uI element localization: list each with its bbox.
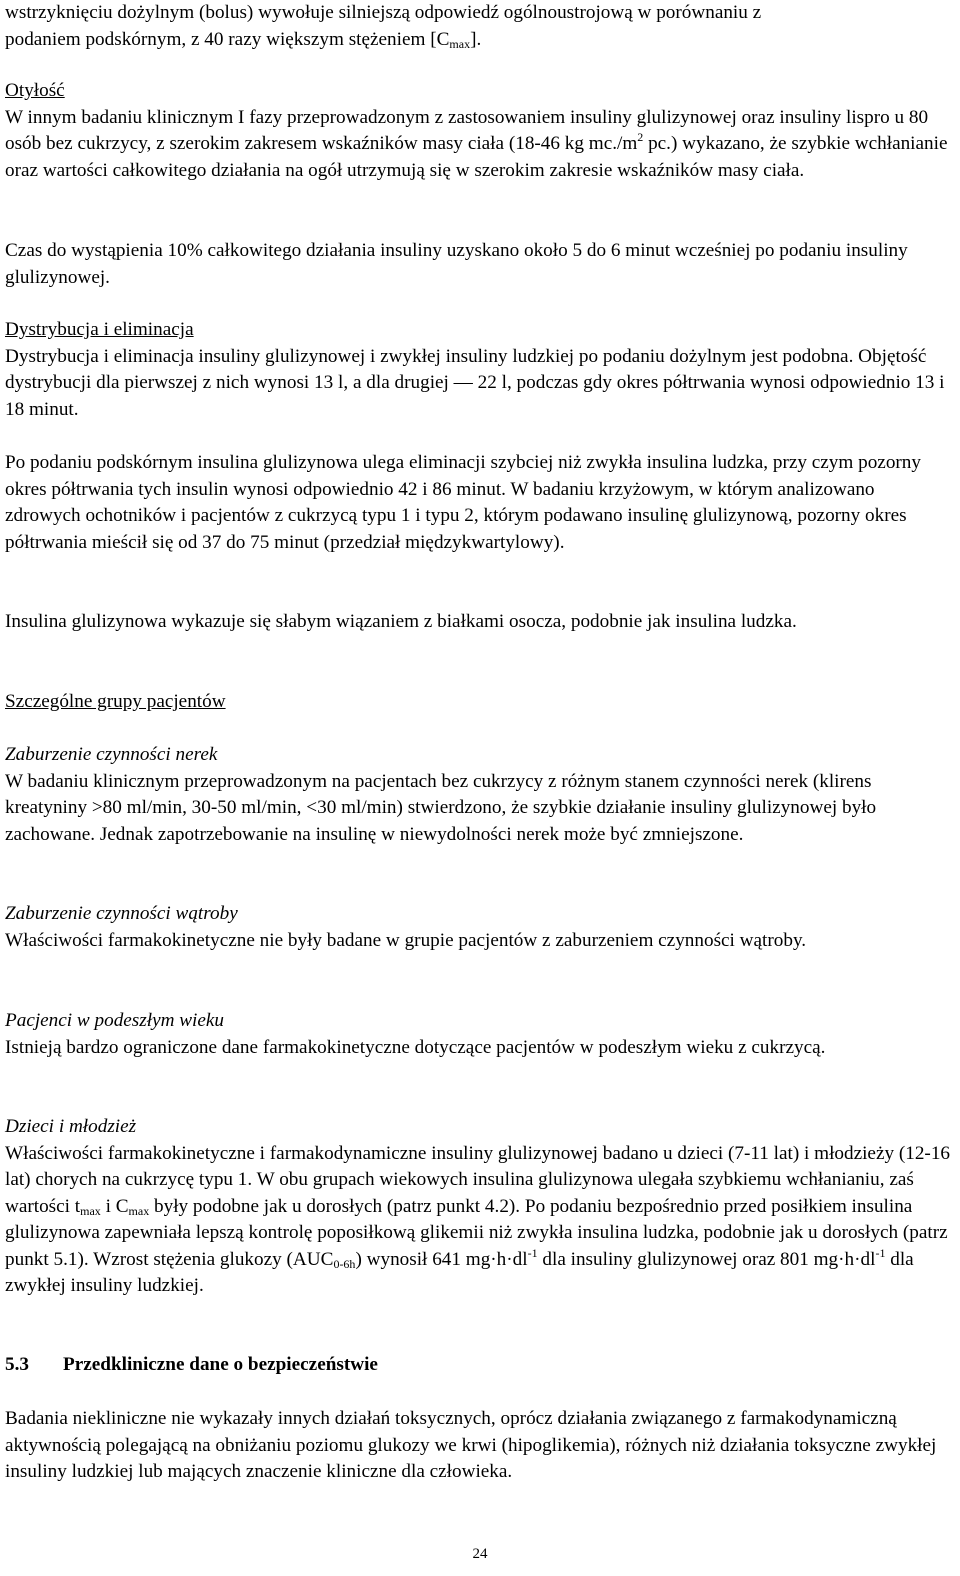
elderly-section (5, 1008, 950, 1061)
section-heading (5, 1352, 378, 1379)
hepatic-section (5, 901, 950, 954)
preclinical-paragraph: Badania niekliniczne nie wykazały innych działań toksycznych, oprócz działania związanego z farmakodynamiczną aktywnością polegającą na obniżaniu poziomu glukozy we krwi (hipoglikemia), różnych niż działania toksyczne zwykłej insuliny ludzkiej lub mających znaczenie kliniczne dla człowieka. (5, 1408, 937, 1482)
special-groups-heading: Szczególne grupy pacjentów (5, 691, 226, 712)
hepatic-paragraph: Właściwości farmakokinetyczne nie były badane w grupie pacjentów z zaburzeniem czynności wątroby. (5, 929, 807, 951)
obesity-heading: Otyłość (5, 80, 65, 101)
hepatic-heading: Zaburzenie czynności wątroby (5, 903, 238, 924)
elimination-paragraph: Po podaniu podskórnym insulina glulizynowa ulega eliminacji szybciej niż zwykła insulina ludzka, przy czym pozorny okres półtrwania tych insulin wynosi odpowiednio 42 i 86 minut. W badaniu krzyżowym, w którym analizowano zdrowych ochotników i pacjentów z cukrzycą typu 1 i typu 2, którym podawano insulinę glulizynową, pozorny okres półtrwania mieścił się od 37 do 75 minut (przedział międzykwartylowy). (5, 452, 921, 553)
elderly-heading: Pacjenci w podeszłym wieku (5, 1010, 224, 1031)
distribution-section (5, 317, 950, 423)
section-number: 5.3 (5, 1354, 29, 1375)
renal-heading: Zaburzenie czynności nerek (5, 744, 218, 765)
distribution-heading: Dystrybucja i eliminacja (5, 319, 194, 340)
elderly-paragraph: Istnieją bardzo ograniczone dane farmakokinetyczne dotyczące pacjentów w podeszłym wieku z cukrzycą. (5, 1036, 826, 1058)
binding-paragraph: Insulina glulizynowa wykazuje się słabym wiązaniem z białkami osocza, podobnie jak insulina ludzka. (5, 611, 797, 632)
obesity-section (5, 78, 950, 184)
onset-paragraph: Czas do wystąpienia 10% całkowitego działania insuliny uzyskano około 5 do 6 minut wcześniej po podaniu insuliny glulizynowej. (5, 240, 908, 288)
children-heading: Dzieci i młodzież (5, 1116, 137, 1137)
children-section (5, 1114, 955, 1300)
page-number: 24 (472, 1546, 488, 1562)
section-title: Przedkliniczne dane o bezpieczeństwie (63, 1354, 378, 1375)
children-paragraph: Właściwości farmakokinetyczne i farmakodynamiczne insuliny glulizynowej badano u dzieci (7-11 lat) i młodzieży (12-16 lat) chorych na cukrzycę typu 1. W obu grupach wiekowych insulina glulizynowa ulegała szybkiemu wchłanianiu, zaś wartości $t_{max}$ i $C_{max}$ były podobne jak u dorosłych (patrz punkt 4.2). Po podaniu bezpośrednio przed posiłkiem insulina glulizynowa zapewniała lepszą kontrolę poposiłkową glikemii niż zwykła insulina ludzka, podobnie jak u dorosłych (patrz punkt 5.1). Wzrost stężenia glukozy $(AUC_{0-6h})$ wynosił 641 $mg\cdot h\cdot dl^{-1}$ dla insuliny glulizynowej oraz 801 $mg\cdot h\cdot dl^{-1}$ dla zwykłej insuliny ludzkiej. (5, 1142, 951, 1296)
renal-section (5, 742, 950, 848)
distribution-paragraph: Dystrybucja i eliminacja insuliny glulizynowej i zwykłej insuliny ludzkiej po podaniu dożylnym jest podobna. Objętość dystrybucji dla pierwszej z nich wynosi 13 l, a dla drugiej — 22 l, podczas gdy okres półtrwania wynosi odpowiednio 13 i 18 minut. (5, 345, 945, 420)
continuation-paragraph: wstrzyknięciu dożylnym (bolus) wywołuje silniejszą odpowiedź ogólnoustrojową w porównaniu z podaniem podskórnym, z 40 razy większym stężeniem $[C_{max}]$. (5, 2, 762, 51)
obesity-paragraph: W innym badaniu klinicznym I fazy przeprowadzonym z zastosowaniem insuliny glulizynowej oraz insuliny lispro u 80 osób bez cukrzycy, z szerokim zakresem wskaźników masy ciała (18-46 kg $mc./m^2$ pc.) wykazano, że szybkie wchłanianie oraz wartości całkowitego działania na ogół utrzymują się w szerokim zakresie wskaźników masy ciała. (5, 106, 948, 181)
renal-paragraph: W badaniu klinicznym przeprowadzonym na pacjentach bez cukrzycy z różnym stanem czynności nerek (klirens kreatyniny >80 ml/min, 30-50 ml/min, <30 ml/min) stwierdzono, że szybkie działanie insuliny glulizynowej było zachowane. Jednak zapotrzebowanie na insulinę w niewydolności nerek może być zmniejszone. (5, 770, 877, 845)
